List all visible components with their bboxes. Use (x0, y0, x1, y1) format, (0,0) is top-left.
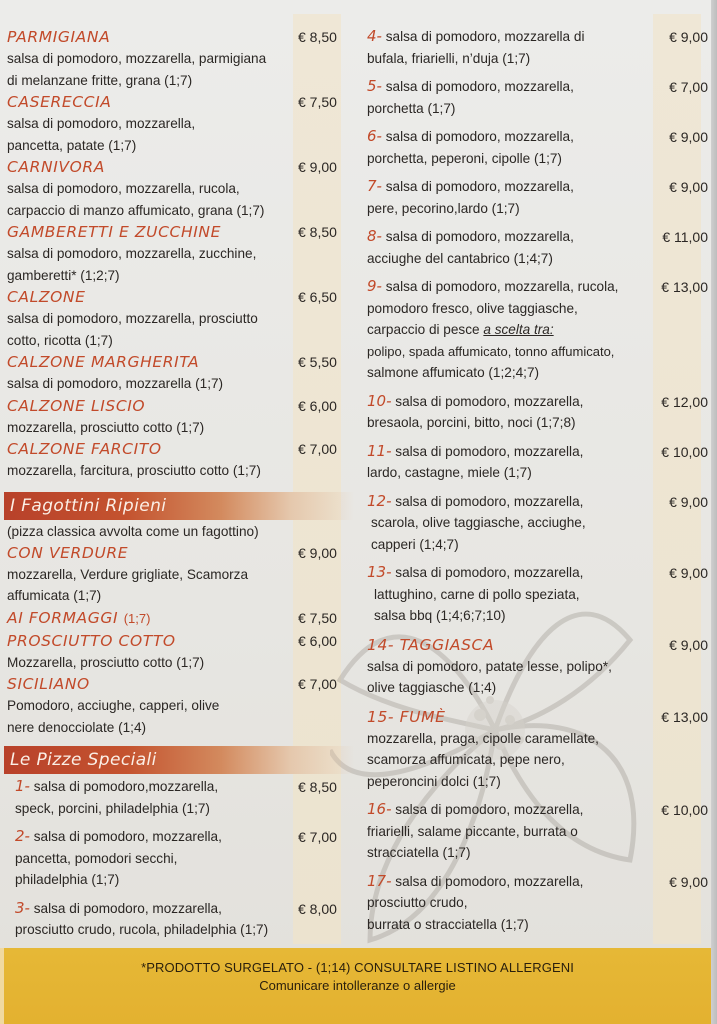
item-desc: salsa di pomodoro, mozzarella, (395, 443, 584, 459)
item-desc: lattughino, carne di pollo speziata, (374, 586, 580, 602)
item-price: € 11,00 (662, 229, 708, 245)
right-column (367, 26, 707, 942)
item-desc: scamorza affumicata, pepe nero, (367, 752, 565, 767)
menu-item-prosciutto-cotto (7, 630, 347, 674)
item-desc: Pomodoro, acciughe, capperi, olive (7, 698, 220, 713)
menu-item-gamberetti-zucchine (7, 221, 347, 286)
left-column (7, 26, 347, 948)
item-desc: salsa di pomodoro, patate lesse, polipo*, (367, 658, 612, 674)
item-price: € 8,50 (298, 224, 337, 240)
item-price: € 9,00 (669, 873, 708, 890)
item-desc: salsa di pomodoro, mozzarella, (7, 116, 196, 131)
item-number: 4- (367, 27, 382, 45)
menu-item-con-verdure (7, 542, 347, 607)
item-price: € 8,50 (298, 29, 337, 45)
item-price: € 7,00 (298, 676, 337, 692)
item-desc: philadelphia (1;7) (15, 872, 120, 887)
item-desc: salsa di pomodoro, mozzarella, (395, 873, 584, 889)
item-desc: salsa di pomodoro, mozzarella, (395, 493, 584, 509)
item-desc: salsa di pomodoro,mozzarella, (33, 779, 219, 794)
item-desc (367, 319, 707, 341)
item-name: CARNIVORA (7, 158, 105, 176)
special-pizza-15-fume (367, 706, 707, 793)
item-price: € 8,50 (298, 779, 337, 795)
menu-item-siciliano (7, 673, 347, 738)
item-price: € 9,00 (669, 179, 708, 195)
item-price: € 7,00 (669, 79, 708, 95)
item-desc: acciughe del cantabrico (1;4;7) (367, 250, 553, 266)
item-desc: salsa di pomodoro, mozzarella, (395, 565, 584, 580)
item-desc: prosciutto crudo, (367, 895, 468, 910)
item-number: 5- (367, 77, 382, 95)
item-price: € 9,00 (669, 29, 708, 45)
item-number: 10- (367, 391, 392, 410)
menu-item-calzone (7, 286, 347, 351)
item-name: CON VERDURE (7, 543, 129, 562)
item-title: FUMÈ (399, 707, 446, 726)
item-price: € 7,50 (298, 609, 337, 626)
item-desc: bufala, friarielli, n’duja (1;7) (367, 50, 531, 66)
special-pizza-8 (367, 226, 707, 269)
item-desc: burrata o stracciatella (1;7) (367, 916, 529, 932)
item-desc: pancetta, pomodori secchi, (15, 850, 178, 866)
special-pizza-16 (367, 799, 707, 864)
item-name-text: AI FORMAGGI (7, 608, 119, 627)
special-pizza-3 (15, 898, 347, 941)
item-number: 15- (367, 707, 395, 726)
item-price: € 13,00 (661, 279, 708, 295)
special-pizza-17 (367, 871, 707, 936)
item-price: € 9,00 (669, 636, 708, 653)
item-desc: lardo, castagne, miele (1;7) (367, 465, 532, 480)
special-pizza-13 (367, 562, 707, 627)
item-number: 8- (367, 227, 382, 245)
footer-intolerance-note: Comunicare intolleranze o allergie (259, 978, 456, 993)
item-name: CALZONE FARCITO (7, 440, 162, 458)
item-desc: pomodoro fresco, olive taggiasche, (367, 300, 578, 316)
item-desc: mozzarella, prosciutto cotto (1;7) (7, 419, 205, 435)
item-desc: salsa di pomodoro, mozzarella, (385, 179, 574, 194)
item-name: CALZONE MARGHERITA (7, 353, 200, 371)
item-number: 11- (367, 441, 392, 460)
menu-item-calzone-farcito (7, 438, 347, 482)
item-desc: pere, pecorino,lardo (1;7) (367, 200, 520, 216)
item-desc: capperi (1;4;7) (371, 536, 459, 552)
menu-item-casereccia (7, 91, 347, 156)
item-desc: carpaccio di manzo affumicato, grana (1;7) (7, 202, 265, 218)
item-desc: salsa di pomodoro, mozzarella, rucola, (385, 279, 619, 294)
item-desc: scarola, olive taggiasche, acciughe, (371, 515, 586, 530)
item-price: € 7,00 (298, 441, 337, 457)
special-pizza-7 (367, 176, 707, 219)
item-desc: mozzarella, praga, cipolle caramellate, (367, 730, 599, 746)
item-desc: polipo, spada affumicato, tonno affumicato, (367, 343, 615, 359)
item-desc: cotto, ricotta (1;7) (7, 332, 113, 348)
special-pizza-10 (367, 391, 707, 434)
choice-prefix: carpaccio di pesce (367, 322, 480, 337)
item-price: € 6,50 (298, 289, 337, 305)
special-pizza-14-taggiasca (367, 634, 707, 699)
item-price: € 13,00 (661, 708, 708, 725)
item-price: € 12,00 (661, 393, 708, 410)
menu-item-calzone-margherita (7, 351, 347, 395)
special-pizza-11 (367, 441, 707, 484)
special-pizza-9 (367, 276, 707, 384)
item-number: 12- (367, 491, 392, 510)
item-price: € 6,00 (298, 632, 337, 649)
item-desc: stracciatella (1;7) (367, 845, 471, 860)
item-name: PROSCIUTTO COTTO (7, 631, 176, 650)
item-desc: salsa bbq (1;4;6;7;10) (374, 608, 506, 623)
item-desc: salsa di pomodoro, mozzarella, (385, 129, 574, 144)
item-price: € 8,00 (298, 900, 337, 917)
item-price: € 9,00 (298, 159, 337, 175)
item-desc: prosciutto crudo, rucola, philadelphia (1;7) (15, 922, 269, 937)
item-name: CASERECCIA (7, 93, 112, 111)
item-desc: salsa di pomodoro, mozzarella, (33, 829, 222, 844)
item-price: € 9,00 (669, 565, 708, 581)
item-price: € 10,00 (661, 443, 708, 460)
item-desc: salsa di pomodoro, mozzarella, zucchine, (7, 246, 257, 261)
item-number: 1- (15, 777, 30, 795)
item-name: SICILIANO (7, 675, 90, 693)
item-desc: bresaola, porcini, bitto, noci (1;7;8) (367, 415, 576, 430)
special-pizza-4 (367, 26, 707, 69)
special-pizza-5 (367, 76, 707, 119)
item-desc: salsa di pomodoro, mozzarella, (385, 79, 574, 94)
item-price: € 7,00 (298, 829, 337, 845)
section-note: (pizza classica avvolta come un fagottino) (7, 523, 259, 539)
item-number: 3- (15, 898, 30, 917)
item-price: € 10,00 (661, 802, 708, 818)
item-number: 17- (367, 871, 392, 890)
item-title: TAGGIASCA (399, 635, 495, 654)
item-price: € 9,00 (298, 544, 337, 561)
special-pizza-6 (367, 126, 707, 169)
item-name: GAMBERETTI E ZUCCHINE (7, 223, 221, 241)
item-desc: mozzarella, farcitura, prosciutto cotto (1;7) (7, 463, 261, 478)
section-header-fagottini: I Fagottini Ripieni (4, 492, 354, 520)
special-pizza-2 (15, 826, 347, 891)
special-pizza-1 (15, 776, 347, 819)
item-desc: speck, porcini, philadelphia (1;7) (15, 800, 210, 816)
item-desc: porchetta (1;7) (367, 100, 456, 116)
item-number: 13- (367, 563, 392, 581)
footer-allergen-note: *PRODOTTO SURGELATO - (1;14) CONSULTARE LISTINO ALLERGENI (141, 960, 574, 975)
item-name: PARMIGIANA (7, 28, 111, 46)
item-desc: salmone affumicato (1;2;4;7) (367, 365, 540, 380)
item-desc: nere denocciolate (1;4) (7, 719, 147, 735)
special-pizza-12 (367, 491, 707, 556)
section-header-pizze-speciali: Le Pizze Speciali (4, 746, 354, 774)
menu-item-calzone-liscio (7, 395, 347, 439)
item-price: € 5,50 (298, 354, 337, 370)
item-desc: salsa di pomodoro, mozzarella, (395, 802, 584, 817)
item-desc: pancetta, patate (1;7) (7, 137, 137, 153)
item-desc: salsa di pomodoro, mozzarella, (33, 900, 222, 916)
item-desc: salsa di pomodoro, mozzarella di (385, 29, 585, 44)
menu-item-ai-formaggi (7, 607, 347, 630)
item-desc: friarielli, salame piccante, burrata o (367, 823, 578, 839)
item-name: CALZONE LISCIO (7, 396, 146, 415)
item-price: € 7,50 (298, 94, 337, 110)
item-desc: salsa di pomodoro, mozzarella (1;7) (7, 376, 224, 391)
item-desc: di melanzane fritte, grana (1;7) (7, 72, 193, 88)
item-desc: peperoncini dolci (1;7) (367, 773, 501, 789)
item-desc: salsa di pomodoro, mozzarella, (395, 393, 584, 409)
item-price: € 9,00 (669, 493, 708, 510)
item-desc: salsa di pomodoro, mozzarella, rucola, (7, 181, 240, 196)
item-desc: mozzarella, Verdure grigliate, Scamorza (7, 566, 249, 582)
allergen-footer (0, 948, 711, 1024)
item-number: 2- (15, 827, 30, 845)
item-desc: gamberetti* (1;2;7) (7, 267, 120, 283)
item-number: 14- (367, 635, 395, 654)
item-desc: porchetta, peperoni, cipolle (1;7) (367, 150, 562, 166)
menu-item-carnivora (7, 156, 347, 221)
item-number: 16- (367, 800, 392, 818)
item-number: 9- (367, 277, 382, 295)
item-desc: salsa di pomodoro, mozzarella, prosciutto (7, 311, 258, 326)
item-desc: affumicata (1;7) (7, 588, 102, 603)
item-desc: Mozzarella, prosciutto cotto (1;7) (7, 654, 205, 670)
choice-label: a scelta tra: (483, 322, 554, 337)
item-number: 6- (367, 127, 382, 145)
item-number: 7- (367, 177, 382, 195)
item-desc: olive taggiasche (1;4) (367, 680, 497, 695)
item-desc: salsa di pomodoro, mozzarella, (385, 229, 574, 244)
item-price: € 6,00 (298, 397, 337, 414)
item-name: CALZONE (7, 288, 86, 306)
page-edge (711, 0, 717, 1024)
item-allergens: (1;7) (123, 610, 151, 626)
item-name (7, 607, 347, 630)
item-price: € 9,00 (669, 129, 708, 145)
item-desc: salsa di pomodoro, mozzarella, parmigiana (7, 51, 267, 66)
menu-item-parmigiana (7, 26, 347, 91)
